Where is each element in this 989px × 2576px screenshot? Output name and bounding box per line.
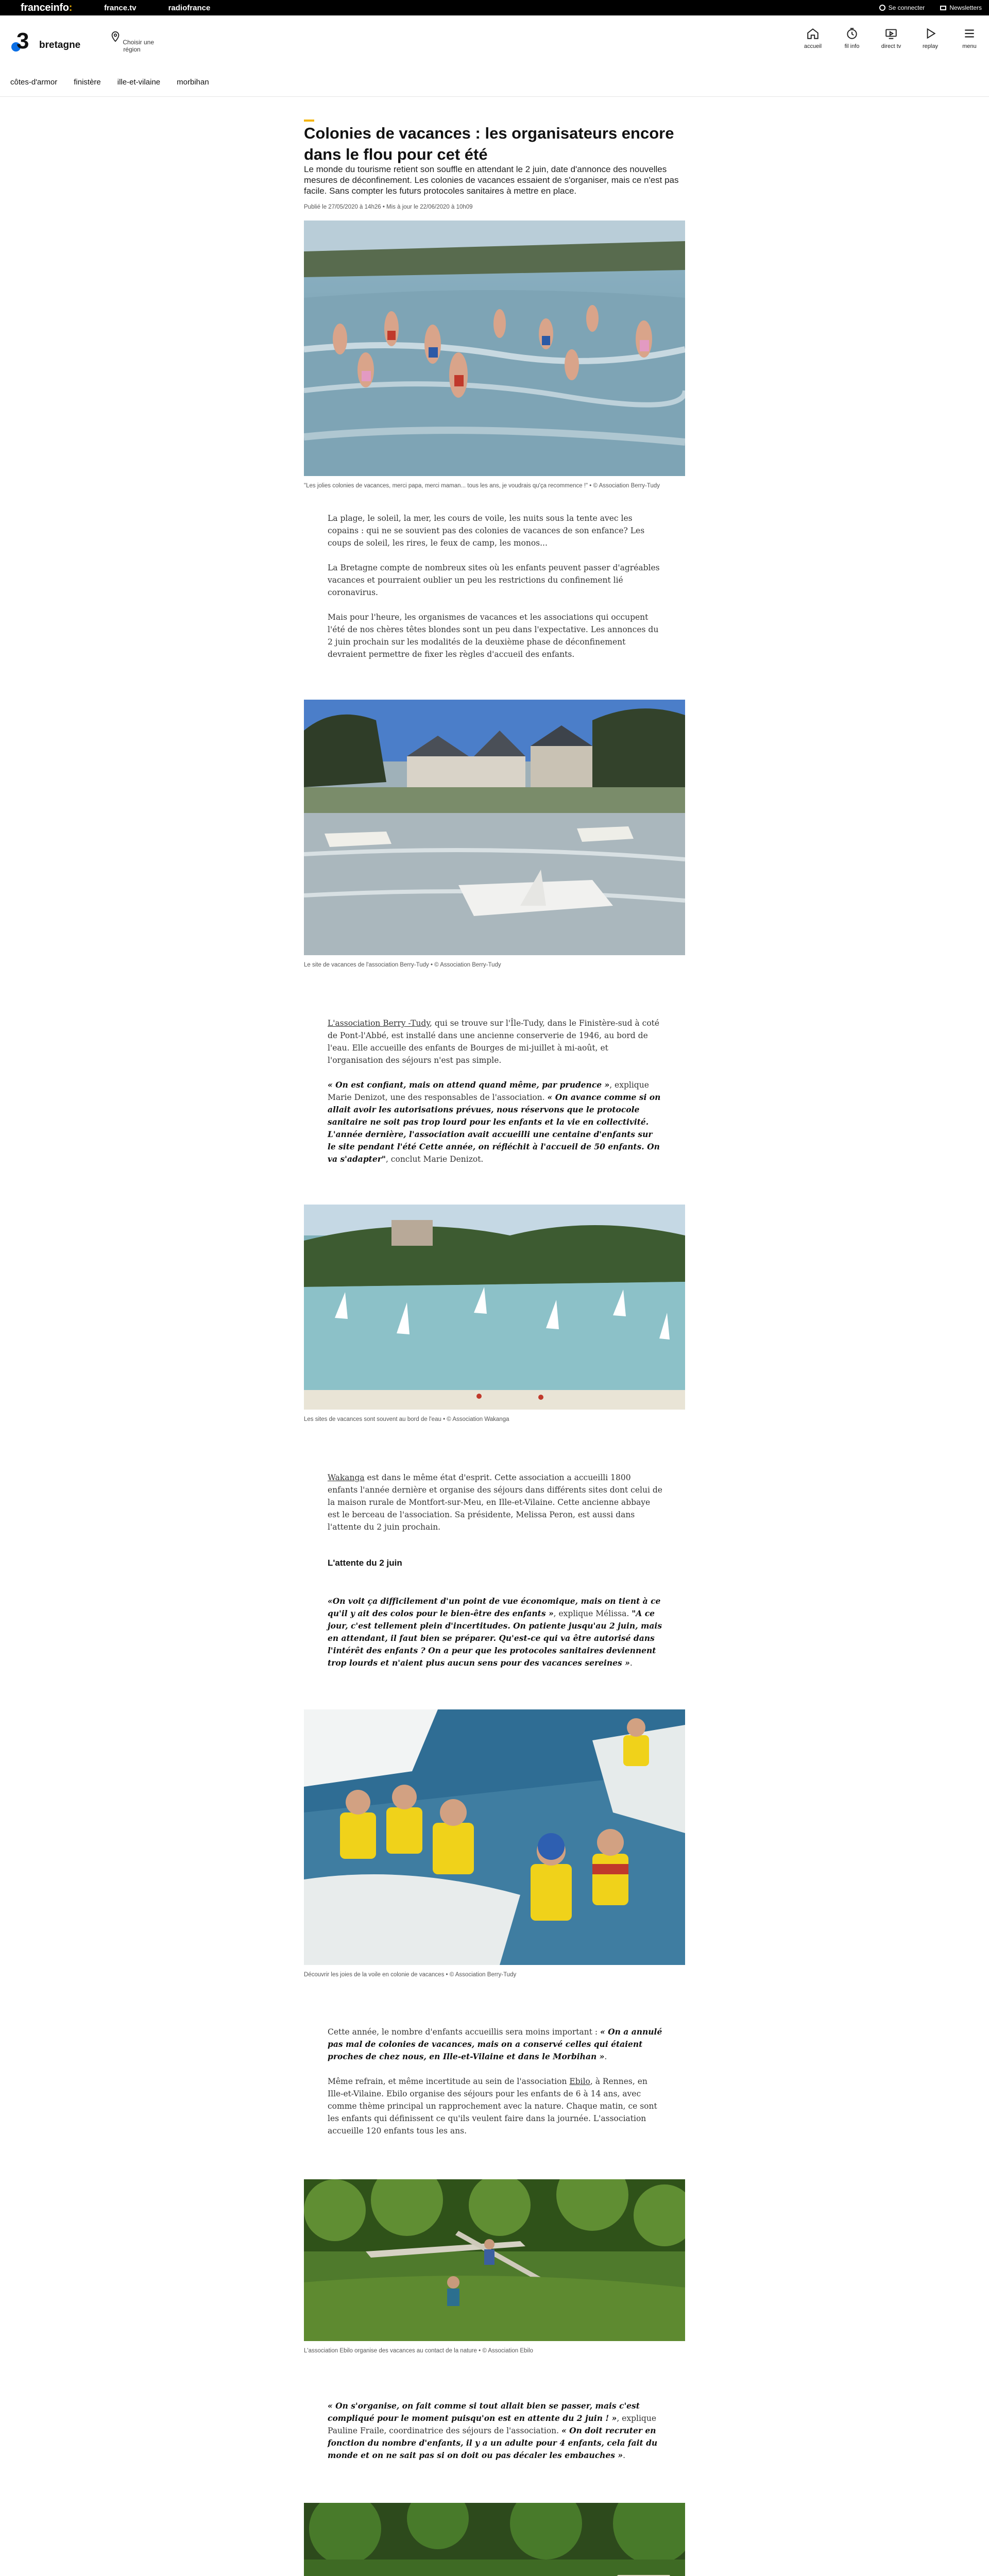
- paragraph: L'association Berry -Tudy, qui se trouve sur l'Île-Tudy, dans le Finistère-sud à coté de Pont-l'Abbé, est installé dans une ancienne conserverie de 1946, au bord de l'eau. Elle accueille des enfants de Bourges de mi-juillet à mi-août, et l'organisation des séjours n'est pas simple.: [328, 1019, 660, 1065]
- paragraph: Cette année, le nombre d'enfants accueillis sera moins important : « On a annulé pas mal de colonies de vacances, mais on a conservé celles qui étaient proches de chez nous, en Ille-et-Vilaine et dans le Morbihan ».: [328, 2027, 662, 2061]
- region-selector[interactable]: Choisir une région: [106, 31, 158, 53]
- nav-replay[interactable]: replay: [911, 27, 950, 49]
- newsletters-link[interactable]: Newsletters: [940, 4, 982, 11]
- dept-ille-et-vilaine[interactable]: ille-et-vilaine: [117, 78, 161, 87]
- article-title: Colonies de vacances : les organisateurs encore dans le flou pour cet été: [304, 124, 674, 163]
- article-body-2: [328, 1017, 662, 1178]
- user-icon: [879, 5, 885, 11]
- top-bar-actions: [879, 0, 982, 15]
- play-icon: [924, 27, 937, 40]
- photo-forest: [304, 2179, 685, 2341]
- photo-beach-children: [304, 221, 685, 476]
- article-dates: Publié le 27/05/2020 à 14h26 • Mis à jour le 22/06/2020 à 10h09: [304, 204, 473, 210]
- france3-logo-mark: 3: [11, 33, 31, 54]
- nav-accueil[interactable]: accueil: [793, 27, 832, 49]
- clock-icon: [845, 27, 859, 40]
- nav-fil-info[interactable]: fil info: [832, 27, 872, 49]
- france3-bretagne-logo[interactable]: [11, 28, 81, 54]
- link-ebilo[interactable]: Ebilo: [569, 2077, 590, 2086]
- photo-harbour: [304, 700, 685, 955]
- article-lead: Le monde du tourisme retient son souffle en attendant le 2 juin, date d'annonce des nouvelles mesures de déconfinement. Les colonies de vacances essaient de s'organiser, mais ce n'est pas facile. Sans compter les futurs protocoles sanitaires à mettre en place.: [304, 164, 679, 196]
- accent-bar: [304, 120, 314, 122]
- section-heading: L'attente du 2 juin: [328, 1558, 402, 1568]
- photo-sailing-kids: [304, 1709, 685, 1965]
- photo-tents: [304, 2503, 685, 2576]
- photo-caption-3: Les sites de vacances sont souvent au bord de l'eau • © Association Wakanga: [304, 1416, 509, 1422]
- france-tv-link[interactable]: france.tv: [104, 3, 137, 12]
- paragraph: Même refrain, et même incertitude au sein de l'association Ebilo, à Rennes, en Ille-et-Vilaine. Ebilo organise des séjours pour les enfants de 6 à 14 ans, avec comme thème principal un rapprochement avec la nature. Chaque matin, ce sont les enfants qui définissent ce qu'ils veulent faire dans la journée. L'association accueille 120 enfants tous les ans.: [328, 2077, 657, 2136]
- paragraph: « On est confiant, mais on attend quand même, par prudence », explique Marie Denizot, une des responsables de l'association. « On avance comme si on allait avoir les autorisations prévues, nous réservons que le protocole sanitaire ne soit pas trop lourd pour les enfants et la vie en collectivité. L'année dernière, l'association avait accueilli une centaine d'enfants sur le site pendant l'été Cette année, on réfléchit à l'accueil de 50 enfants. On va s'adapter", conclut Marie Denizot.: [328, 1080, 661, 1164]
- photo-caption-1: "Les jolies colonies de vacances, merci papa, merci maman... tous les ans, je voudrais qu'ça recommence !" • © Association Berry-Tudy: [304, 483, 660, 489]
- tv-icon: [884, 27, 898, 40]
- home-icon: [806, 27, 820, 40]
- photo-bay-boats: [304, 1205, 685, 1410]
- connect-link[interactable]: Se connecter: [879, 4, 925, 11]
- mail-icon: [940, 6, 946, 10]
- nav-direct-tv[interactable]: direct tv: [872, 27, 911, 49]
- franceinfo-link[interactable]: franceinfo:: [21, 2, 73, 13]
- photo-caption-2: Le site de vacances de l'association Berry-Tudy • © Association Berry-Tudy: [304, 962, 501, 968]
- paragraph: La Bretagne compte de nombreux sites où les enfants peuvent passer d'agréables vacances et pourraient oublier un peu les restrictions du confinement lié coronavirus.: [328, 563, 660, 597]
- link-berry-tudy[interactable]: L'association Berry -Tudy: [328, 1019, 430, 1028]
- photo-caption-5: L'association Ebilo organise des vacances au contact de la nature • © Association Ebilo: [304, 2348, 533, 2354]
- map-pin-icon: [110, 31, 121, 42]
- dept-morbihan[interactable]: morbihan: [177, 78, 209, 87]
- logo-text: bretagne: [39, 40, 81, 50]
- photo-caption-4: Découvrir les joies de la voile en colonie de vacances • © Association Berry-Tudy: [304, 1972, 517, 1978]
- article-body-1: [328, 512, 662, 673]
- menu-icon: [963, 27, 976, 40]
- nav-menu[interactable]: menu: [950, 27, 989, 49]
- article-body-4: [328, 1595, 662, 1682]
- article-body-6: [328, 2400, 662, 2474]
- dept-finistere[interactable]: finistère: [74, 78, 101, 87]
- paragraph: « On s'organise, on fait comme si tout allait bien se passer, mais c'est compliqué pour le moment puisqu'on est en attente du 2 juin ! », explique Pauline Fraile, coordinatrice des séjours de l'association. « On doit recruter en fonction du nombre d'enfants, il y a un adulte pour 4 enfants, cela fait du monde et on ne sait pas si on doit ou pas décaler les embauches ».: [328, 2401, 658, 2460]
- radiofrance-link[interactable]: radiofrance: [168, 3, 211, 12]
- site-header: [0, 15, 989, 67]
- paragraph: Wakanga est dans le même état d'esprit. Cette association a accueilli 1800 enfants l'année dernière et organise des séjours dans différents sites dont celui de la maison rurale de Montfort-sur-Meu, en Ille-et-Vilaine. Cette ancienne abbaye est le berceau de l'association. Sa présidente, Melissa Peron, est aussi dans l'attente du 2 juin prochain.: [328, 1473, 662, 1532]
- paragraph: «On voit ça difficilement d'un point de vue économique, mais on tient à ce qu'il y ait des colos pour le bien-être des enfants », explique Mélissa. "A ce jour, c'est tellement plein d'incertitudes. On patiente jusqu'au 2 juin, mais en attendant, il faut bien se préparer. Qu'est-ce qui va être autorisé dans l'intérêt des enfants ? On a peur que les protocoles sanitaires deviennent trop lourds et n'aient plus aucun sens pour des vacances sereines ».: [328, 1596, 662, 1668]
- department-nav: [0, 68, 989, 97]
- link-wakanga[interactable]: Wakanga: [328, 1473, 365, 1482]
- article-body-5: [328, 2026, 662, 2149]
- header-nav: [793, 27, 989, 49]
- article-body-3: [328, 1471, 662, 1546]
- paragraph: Mais pour l'heure, les organismes de vacances et les associations qui occupent l'été de nos chères têtes blondes sont un peu dans l'expectative. Les annonces du 2 juin prochain sur les modalités de la deuxième phase de déconfinement devraient permettre de fixer les règles d'accueil des enfants.: [328, 613, 659, 659]
- top-bar: [0, 0, 989, 15]
- paragraph: La plage, le soleil, la mer, les cours de voile, les nuits sous la tente avec les copains : qui ne se souvient pas des colonies de vacances de son enfance? Les coups de soleil, les rires, le feux de camp, les monos...: [328, 514, 645, 548]
- dept-cotes-darmor[interactable]: côtes-d'armor: [10, 78, 58, 87]
